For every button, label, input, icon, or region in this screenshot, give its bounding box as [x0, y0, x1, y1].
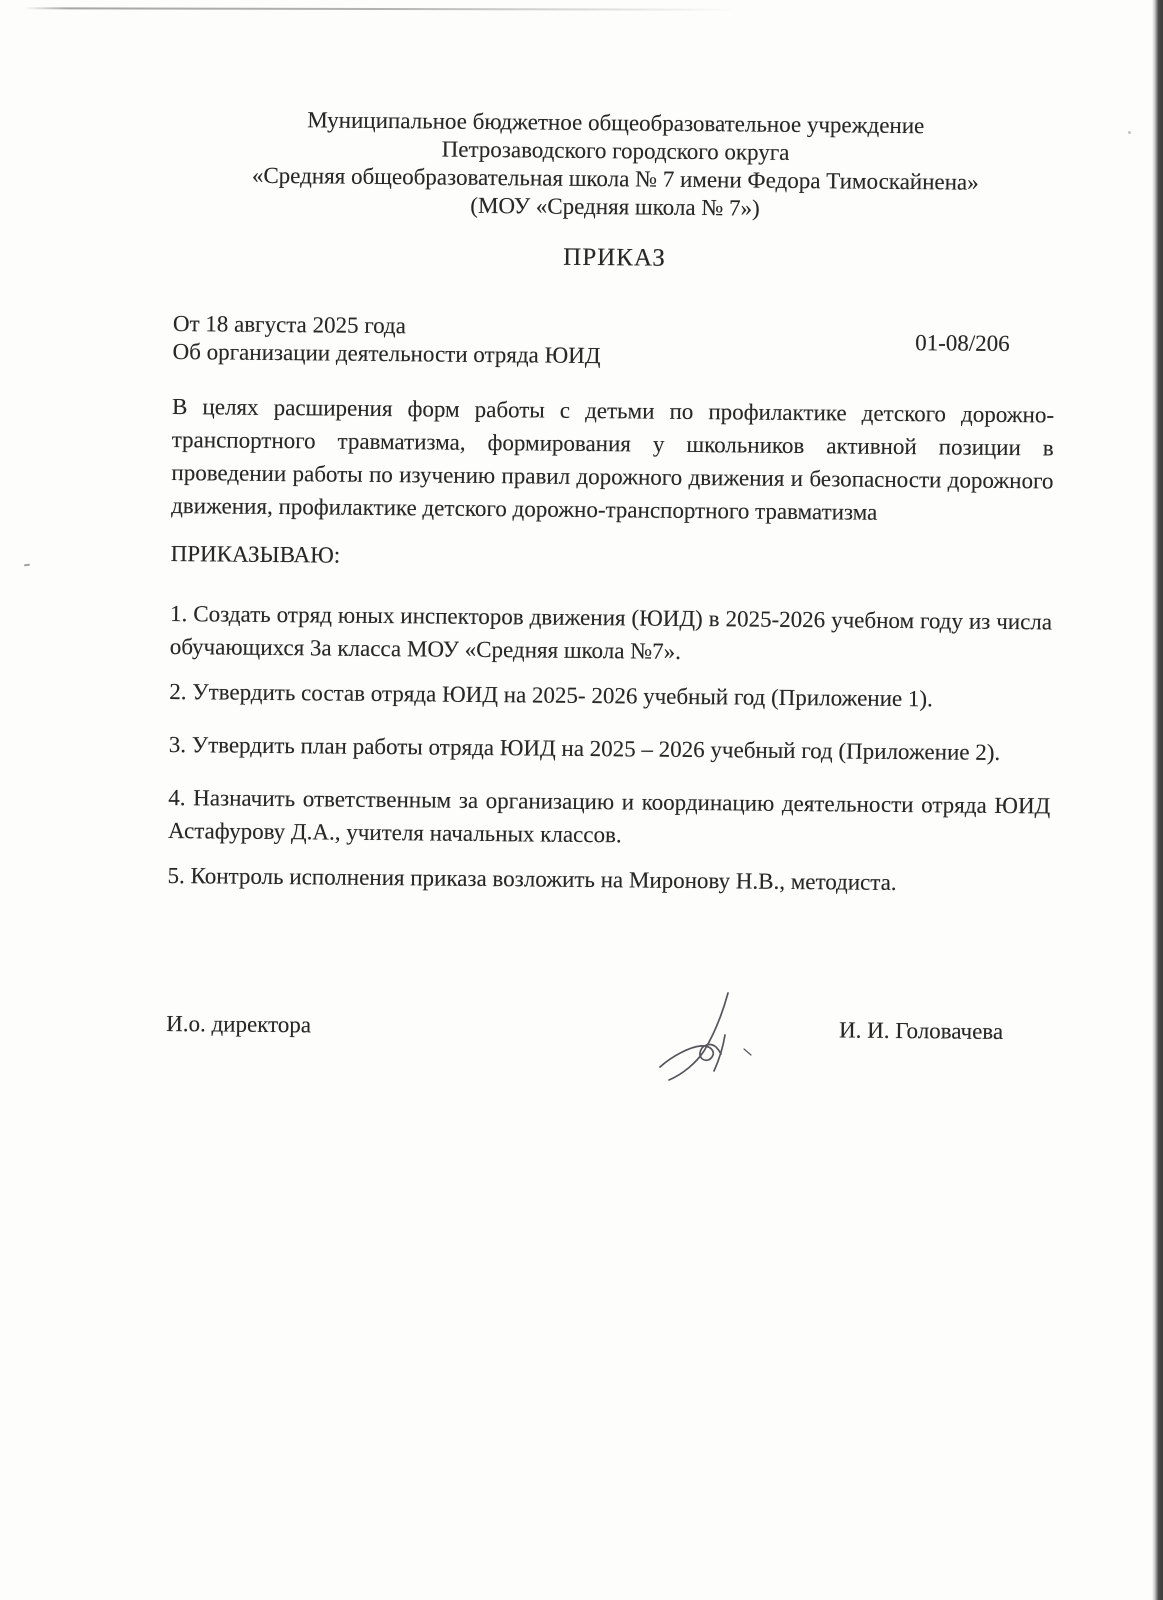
signer-position-label: И.о. директора: [166, 1010, 312, 1038]
letterhead-line-2: Петрозаводского городского округа: [441, 136, 790, 165]
order-date: От 18 августа 2025 года: [172, 310, 407, 339]
letterhead-line-4: (МОУ «Средняя школа № 7»): [470, 192, 760, 221]
directive-keyword: ПРИКАЗЫВАЮ:: [170, 540, 341, 568]
scan-artifact-speck: [24, 564, 30, 567]
scan-artifact-top-line: [24, 7, 736, 10]
document-title: ПРИКАЗ: [563, 243, 667, 272]
order-item-2: 2. Утвердить состав отряда ЮИД на 2025- 2026 учебный год (Приложение 1).: [169, 678, 933, 712]
signature-stroke: [660, 1045, 721, 1067]
signature-stroke: [714, 1035, 725, 1071]
signature-row: [166, 1010, 1048, 1046]
letterhead-line-1: Муниципальное бюджетное общеобразовательное учреждение: [307, 107, 925, 139]
letterhead-line-3: «Средняя общеобразовательная школа № 7 имени Федора Тимоскайнена»: [251, 162, 979, 195]
signature-scribble: [615, 948, 760, 1088]
order-number: 01-08/206: [915, 330, 1010, 357]
order-item-4: 4. Назначить ответственным за организацию и координацию деятельности отряда ЮИД Астафурову Д.А., учителя начальных классов.: [167, 784, 1051, 848]
signature-stroke: [669, 993, 728, 1080]
order-item-5: 5. Контроль исполнения приказа возложить на Миронову Н.В., методиста.: [167, 862, 897, 895]
order-subject: Об организации деятельности отряда ЮИД: [172, 338, 601, 369]
letterhead: [174, 105, 1057, 225]
order-item-3: 3. Утвердить план работы отряда ЮИД на 2025 – 2026 учебный год (Приложение 2).: [168, 731, 1001, 765]
signature-stroke: [744, 1049, 751, 1055]
signer-name: И. И. Головачева: [838, 1017, 1004, 1044]
order-items: [167, 597, 1052, 900]
order-item-1: 1. Создать отряд юных инспекторов движения (ЮИД) в 2025-2026 учебном году из числа обучающихся 3а класса МОУ «Средняя школа №7».: [169, 600, 1053, 664]
order-meta: [172, 310, 1054, 374]
order-document: [166, 105, 1057, 1046]
scan-artifact-right-edge: [1152, 0, 1163, 1600]
order-preamble: В целях расширения форм работы с детьми по профилактике детского дорожно-транспортного травматизма, формирования у школьников активной позиции в проведении работы по изучению правил дорожного движения и безопасности дорожного движения, профилактике детского дорожно-транспортного травматизма: [171, 393, 1055, 525]
scan-artifact-speck: [1128, 131, 1131, 134]
